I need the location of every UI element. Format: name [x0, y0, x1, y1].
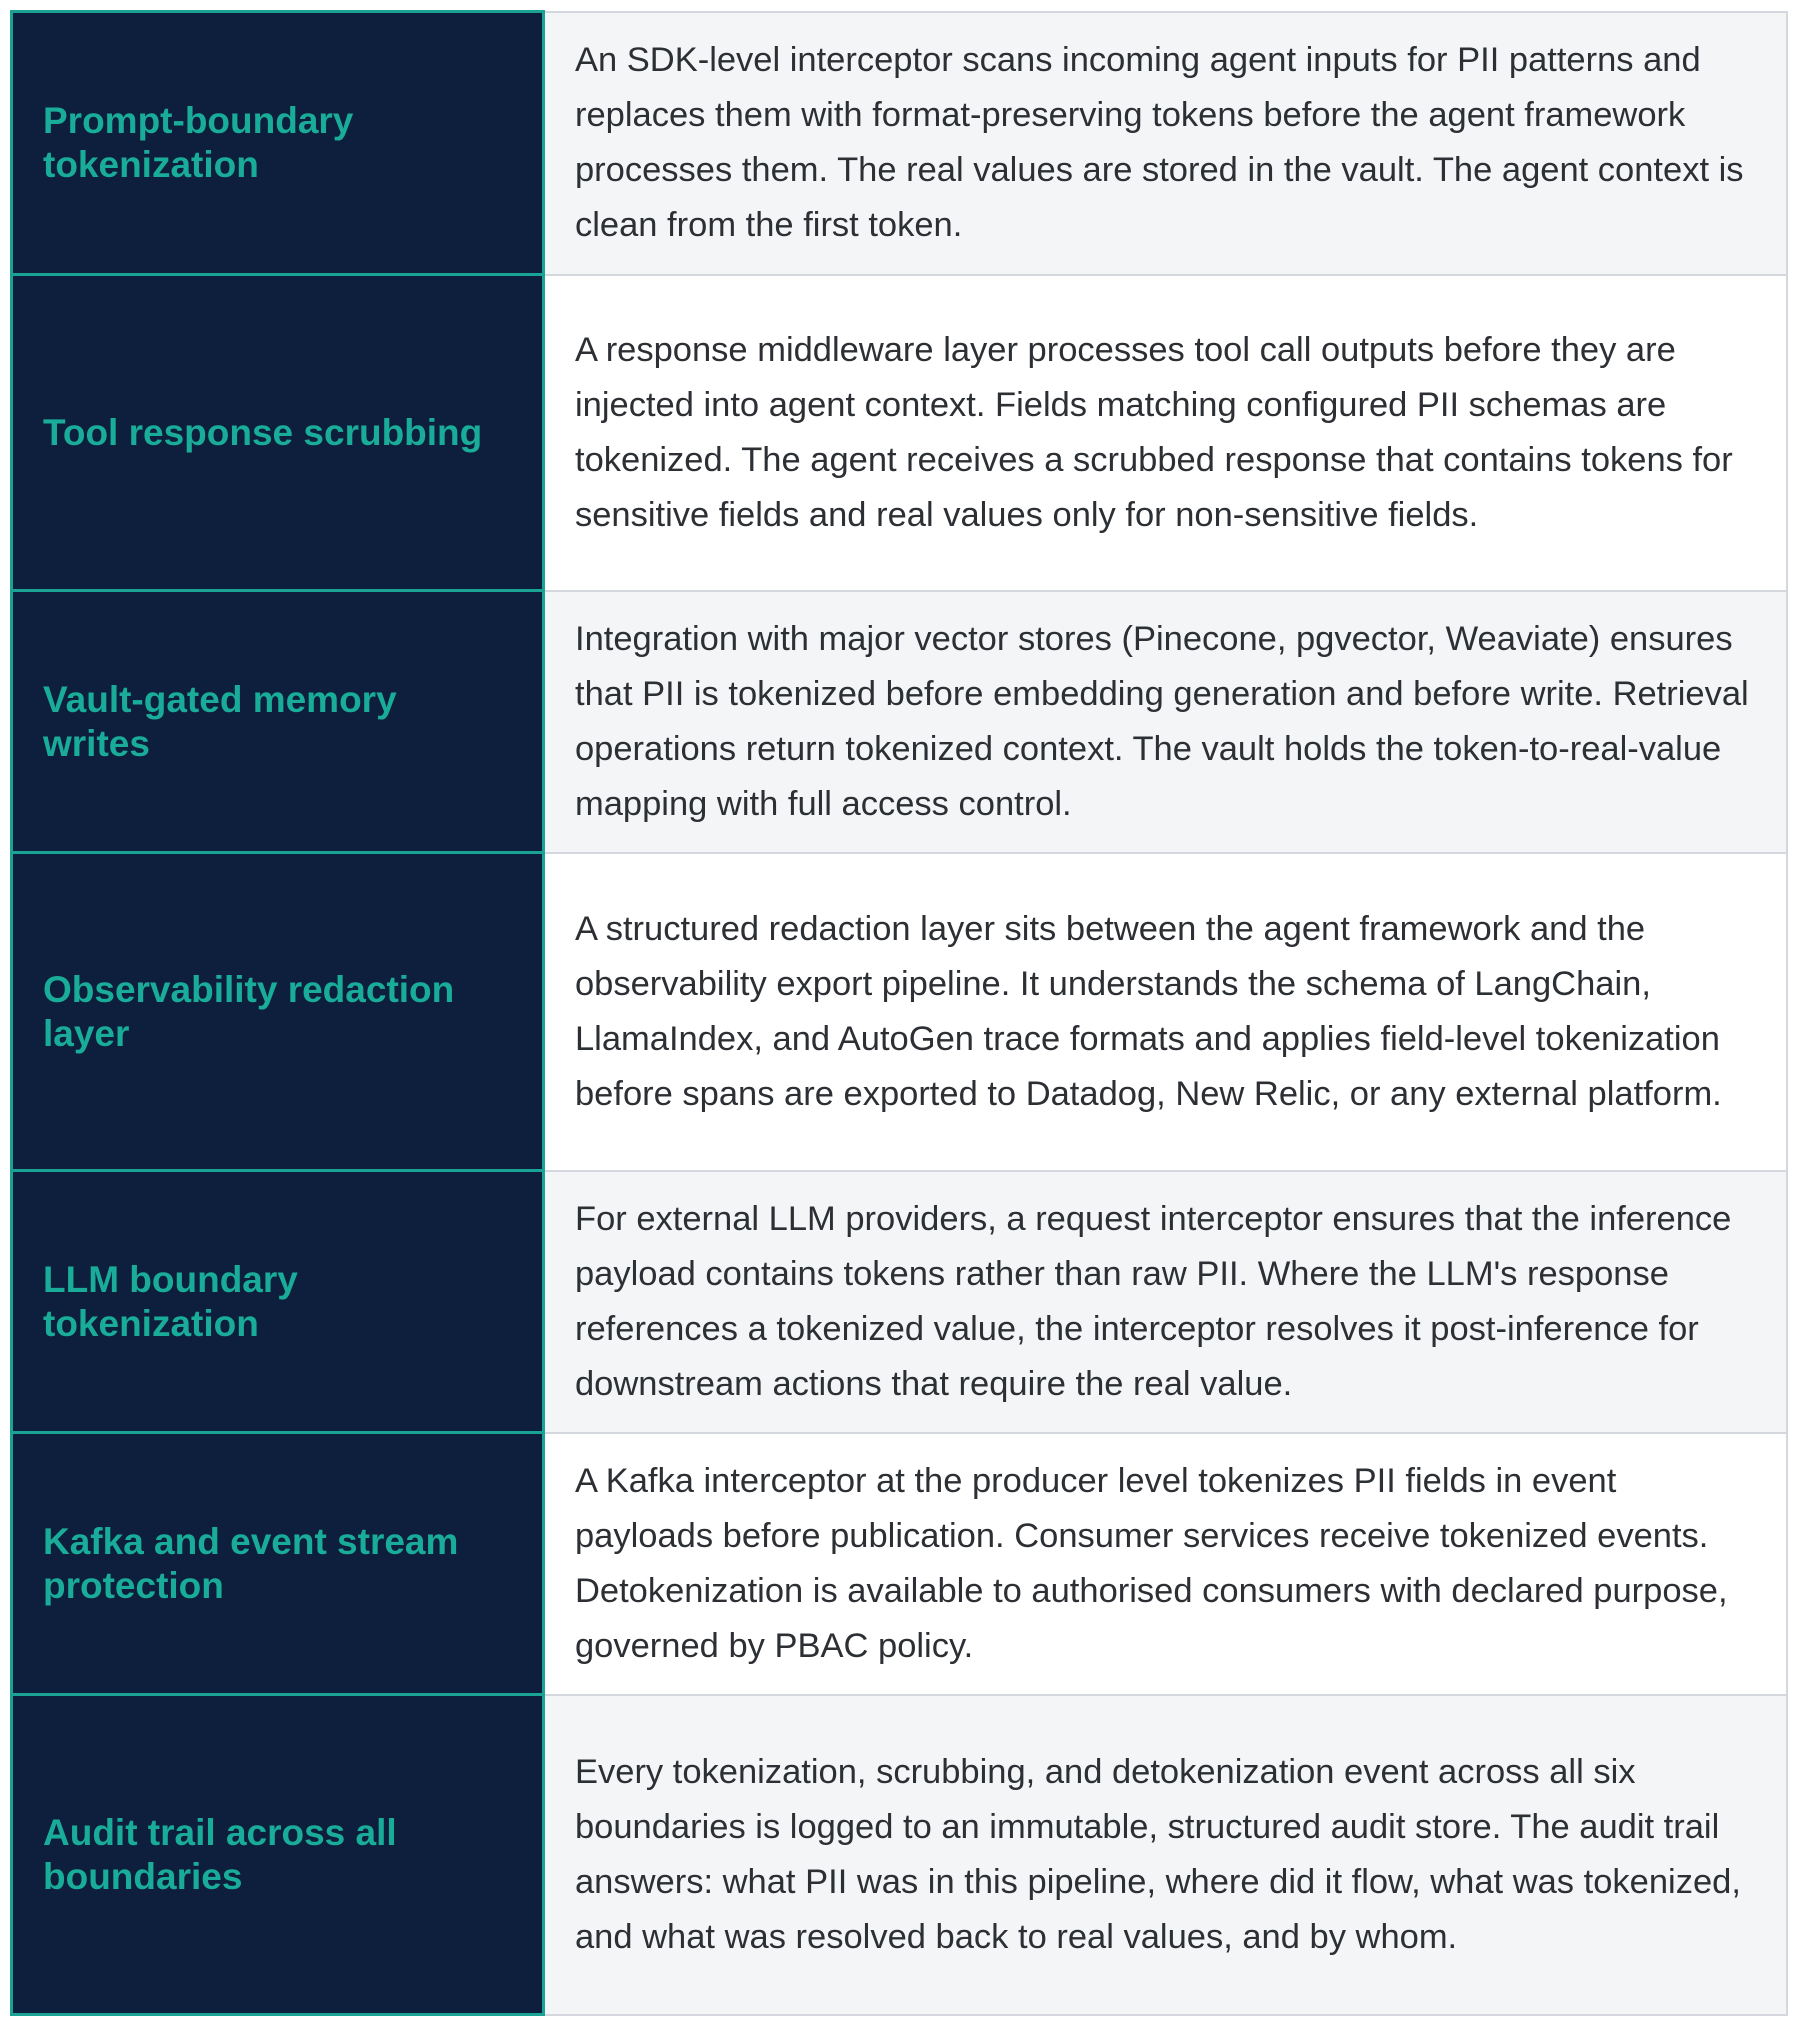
row-description-cell: [544, 12, 1788, 275]
table-row: [12, 1171, 1788, 1433]
row-description: An SDK-level interceptor scans incoming agent inputs for PII patterns and replaces them with format-preserving tokens before the agent framework processes them. The real values are stored in the vault. The agent context is clean from the first token.: [575, 41, 1744, 244]
row-title: LLM boundary tokenization: [43, 1258, 298, 1344]
row-title: Tool response scrubbing: [43, 411, 483, 453]
table-row: [12, 853, 1788, 1171]
row-description: Every tokenization, scrubbing, and detokenization event across all six boundaries is logged to an immutable, structured audit store. The audit trail answers: what PII was in this pipeline, where did it flow, what was tokenized, and what was resolved back to real values, and by whom.: [575, 1752, 1741, 1956]
row-label-cell: [12, 1433, 544, 1695]
row-title: Prompt-boundary tokenization: [43, 100, 354, 185]
boundary-controls-table: [10, 10, 1788, 2016]
row-title: Vault-gated memory writes: [43, 678, 397, 764]
row-title: Kafka and event stream protection: [43, 1520, 459, 1606]
table-row: [12, 275, 1788, 591]
row-description-cell: [544, 1171, 1788, 1433]
row-title: Observability redaction layer: [43, 968, 455, 1054]
row-description: A structured redaction layer sits between the agent framework and the observability export pipeline. It understands the schema of LangChain, LlamaIndex, and AutoGen trace formats and applies field-level tokenization before spans are exported to Datadog, New Relic, or any external platform.: [575, 909, 1722, 1113]
row-label-cell: [12, 1695, 544, 2015]
row-title: Audit trail across all boundaries: [43, 1811, 397, 1897]
row-description-cell: [544, 1433, 1788, 1695]
row-description: Integration with major vector stores (Pinecone, pgvector, Weaviate) ensures that PII is tokenized before embedding generation and before write. Retrieval operations return tokenized context. The vault holds the token-to-real-value mapping with full access control.: [575, 619, 1749, 823]
row-description-cell: [544, 275, 1788, 591]
row-description: For external LLM providers, a request interceptor ensures that the inference payload contains tokens rather than raw PII. Where the LLM's response references a tokenized value, the interceptor resolves it post-inference for downstream actions that require the real value.: [575, 1199, 1732, 1403]
table-row: [12, 591, 1788, 853]
table-row: [12, 1433, 1788, 1695]
row-description: A response middleware layer processes tool call outputs before they are injected into agent context. Fields matching configured PII schemas are tokenized. The agent receives a scrubbed response that contains tokens for sensitive fields and real values only for non-sensitive fields.: [575, 330, 1733, 534]
table-row: [12, 1695, 1788, 2015]
row-label-cell: [12, 275, 544, 591]
row-label-cell: [12, 12, 544, 275]
row-label-cell: [12, 1171, 544, 1433]
row-description-cell: [544, 1695, 1788, 2015]
row-description: A Kafka interceptor at the producer level tokenizes PII fields in event payloads before publication. Consumer services receive tokenized events. Detokenization is available to authorised consumers with declared purpose, governed by PBAC policy.: [575, 1461, 1728, 1665]
table-row: [12, 12, 1788, 275]
row-label-cell: [12, 591, 544, 853]
row-label-cell: [12, 853, 544, 1171]
row-description-cell: [544, 591, 1788, 853]
row-description-cell: [544, 853, 1788, 1171]
